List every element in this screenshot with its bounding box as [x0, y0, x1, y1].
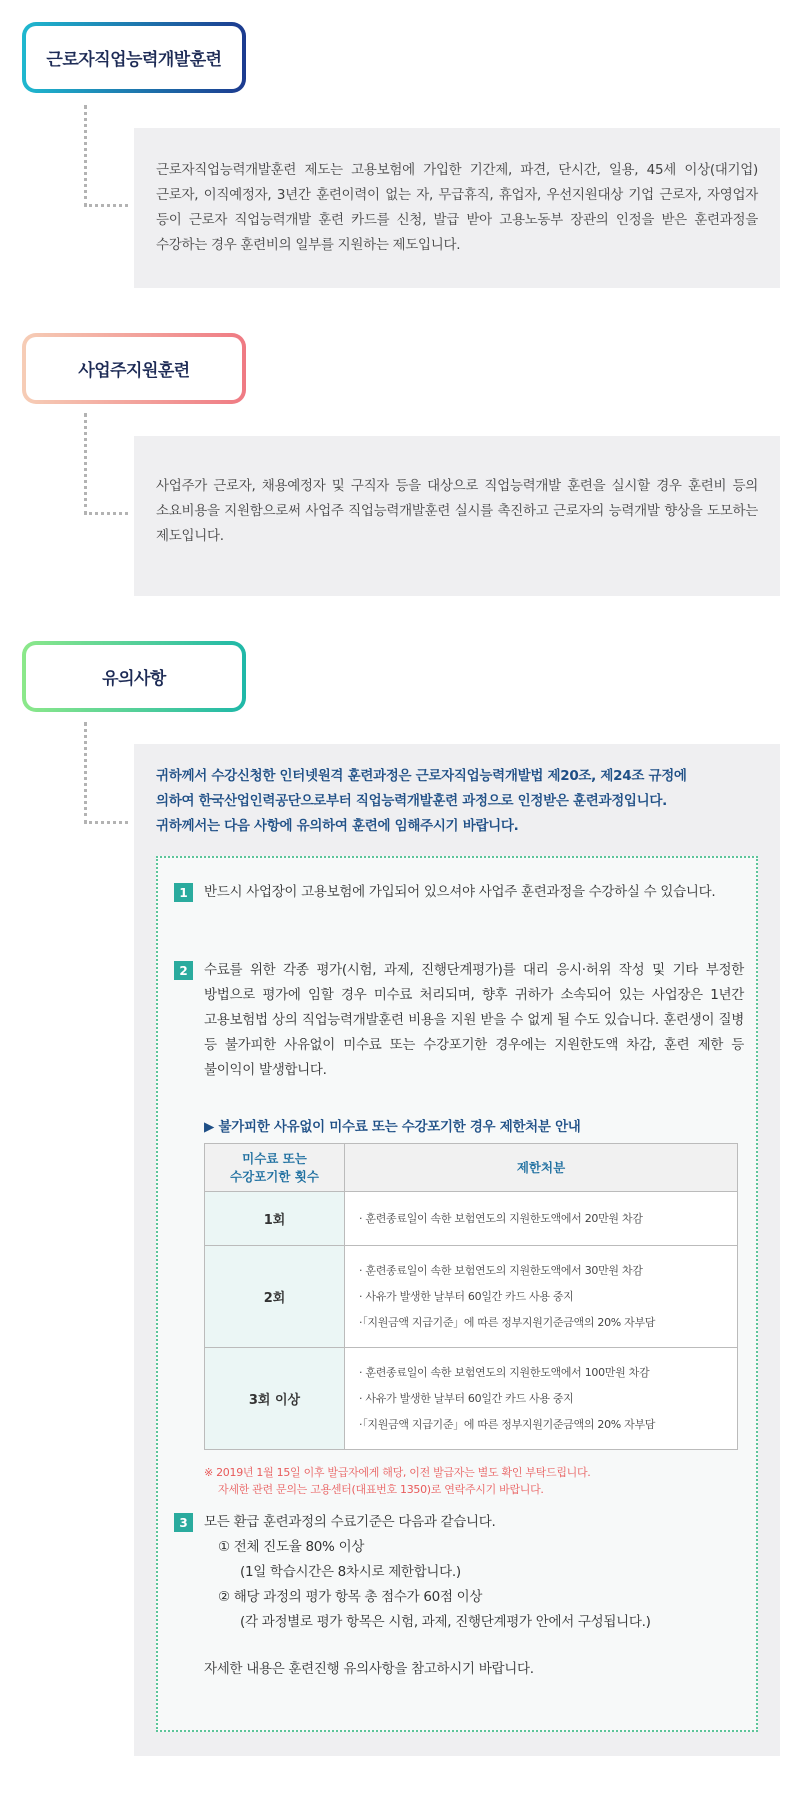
penalty-item: ·「지원금액 지급기준」에 따른 정부지원기준금액의 20% 자부담	[359, 1315, 656, 1329]
section-title-worker-training: 근로자직업능력개발훈련	[26, 26, 242, 89]
section-body-box-worker-training	[134, 128, 780, 288]
penalty-item: · 사유가 발생한 날부터 60일간 카드 사용 중지	[359, 1391, 574, 1405]
item-number-badge: 1	[174, 883, 193, 902]
table-cell-count: 2회	[205, 1246, 345, 1348]
notice-item-2-text: 수료를 위한 각종 평가(시험, 과제, 진행단계평가)를 대리 응시·허위 작성 및 기타 부정한 방법으로 평가에 임할 경우 미수료 처리되며, 향후 귀하가 소속되어 있는 사업장은 1년간 고용보험법 상의 직업능력개발훈련 비용을 지원 받을 수 없게 될 수도 있습니다. 훈련생이 질병 등 불가피한 사유없이 미수료 또는 수강포기한 경우에는 지원한도액 차감, 훈련 제한 등 불이익이 발생합니다.	[204, 962, 744, 1078]
penalty-table	[204, 1143, 738, 1450]
table-header-penalty: 제한처분	[345, 1144, 738, 1192]
penalty-item: ·「지원금액 지급기준」에 따른 정부지원기준금액의 20% 자부담	[359, 1417, 656, 1431]
penalty-guide-heading: ▶ 불가피한 사유없이 미수료 또는 수강포기한 경우 제한처분 안내	[204, 1119, 581, 1135]
table-row	[205, 1348, 738, 1450]
table-row	[205, 1192, 738, 1246]
penalty-item: · 사유가 발생한 날부터 60일간 카드 사용 중지	[359, 1289, 574, 1303]
section-body-employer-training: 사업주가 근로자, 채용예정자 및 구직자 등을 대상으로 직업능력개발 훈련을 실시할 경우 훈련비 등의 소요비용을 지원함으로써 사업주 직업능력개발훈련 실시를 촉진하고 근로자의 능력개발 향상을 도모하는 제도입니다.	[156, 478, 758, 544]
notice-item-3	[174, 1510, 744, 1682]
notice-item-3-text: 모든 환급 훈련과정의 수료기준은 다음과 같습니다.	[204, 1514, 496, 1530]
header-count-line: 수강포기한 횟수	[230, 1168, 319, 1184]
item-number-badge: 3	[174, 1513, 193, 1532]
notice-intro-line: 귀하께서는 다음 사항에 유의하여 훈련에 임해주시기 바랍니다.	[156, 818, 519, 834]
header-count-line: 미수료 또는	[242, 1150, 307, 1166]
section-body-worker-training: 근로자직업능력개발훈련 제도는 고용보험에 가입한 기간제, 파견, 단시간, 일용, 45세 이상(대기업)근로자, 이직예정자, 3년간 훈련이력이 없는 자, 무급휴직, 휴업자, 우선지원대상 기업 근로자, 자영업자 등이 근로자 직업능력개발 훈련 카드를 신청, 발급 받아 고용노동부 장관의 인정을 받은 훈련과정을 수강하는 경우 훈련비의 일부를 지원하는 제도입니다.	[156, 162, 758, 253]
penalty-item: · 훈련종료일이 속한 보험연도의 지원한도액에서 100만원 차감	[359, 1365, 650, 1379]
section-title-box-employer-training	[22, 333, 246, 404]
notice-box	[134, 744, 780, 1756]
notice-item-2	[174, 958, 744, 1083]
table-row	[205, 1246, 738, 1348]
notice-intro	[156, 764, 760, 839]
notice-intro-line: 귀하께서 수강신청한 인터넷원격 훈련과정은 근로자직업능력개발법 제20조, 제24조 규정에	[156, 768, 687, 784]
criteria-item: ① 전체 진도율 80% 이상	[218, 1539, 365, 1555]
section-title-employer-training: 사업주지원훈련	[26, 337, 242, 400]
criteria-note: (1일 학습시간은 8차시로 제한합니다.)	[240, 1564, 461, 1580]
notice-detail-box	[156, 856, 758, 1732]
connector-line	[84, 105, 128, 207]
warning-line: 자세한 관련 문의는 고용센터(대표번호 1350)로 연락주시기 바랍니다.	[218, 1483, 544, 1496]
section-title-box-notice	[22, 641, 246, 712]
connector-line	[84, 722, 128, 824]
section-body-box-employer-training	[134, 436, 780, 596]
criteria-note: (각 과정별로 평가 항목은 시험, 과제, 진행단계평가 안에서 구성됩니다.)	[240, 1614, 651, 1630]
table-cell-penalty	[345, 1246, 738, 1348]
item-number-badge: 2	[174, 961, 193, 980]
criteria-item: ② 해당 과정의 평가 항목 총 점수가 60점 이상	[218, 1589, 483, 1605]
notice-closing-text: 자세한 내용은 훈련진행 유의사항을 참고하시기 바랍니다.	[204, 1661, 534, 1677]
penalty-item: · 훈련종료일이 속한 보험연도의 지원한도액에서 30만원 차감	[359, 1263, 643, 1277]
notice-item-1	[174, 880, 744, 905]
table-header-row	[205, 1144, 738, 1192]
warning-line: ※ 2019년 1월 15일 이후 발급자에게 해당, 이전 발급자는 별도 확인 부탁드립니다.	[204, 1466, 591, 1479]
table-cell-penalty	[345, 1348, 738, 1450]
table-cell-count: 3회 이상	[205, 1348, 345, 1450]
section-title-box-worker-training	[22, 22, 246, 93]
table-header-count	[205, 1144, 345, 1192]
warning-note	[204, 1464, 591, 1498]
penalty-item: · 훈련종료일이 속한 보험연도의 지원한도액에서 20만원 차감	[359, 1211, 643, 1225]
table-cell-count: 1회	[205, 1192, 345, 1246]
section-title-notice: 유의사항	[26, 645, 242, 708]
table-cell-penalty	[345, 1192, 738, 1246]
connector-line	[84, 413, 128, 515]
notice-item-1-text: 반드시 사업장이 고용보험에 가입되어 있으셔야 사업주 훈련과정을 수강하실 수 있습니다.	[204, 884, 716, 900]
completion-criteria-list	[218, 1535, 744, 1635]
notice-intro-line: 의하여 한국산업인력공단으로부터 직업능력개발훈련 과정으로 인정받은 훈련과정입니다.	[156, 793, 667, 809]
